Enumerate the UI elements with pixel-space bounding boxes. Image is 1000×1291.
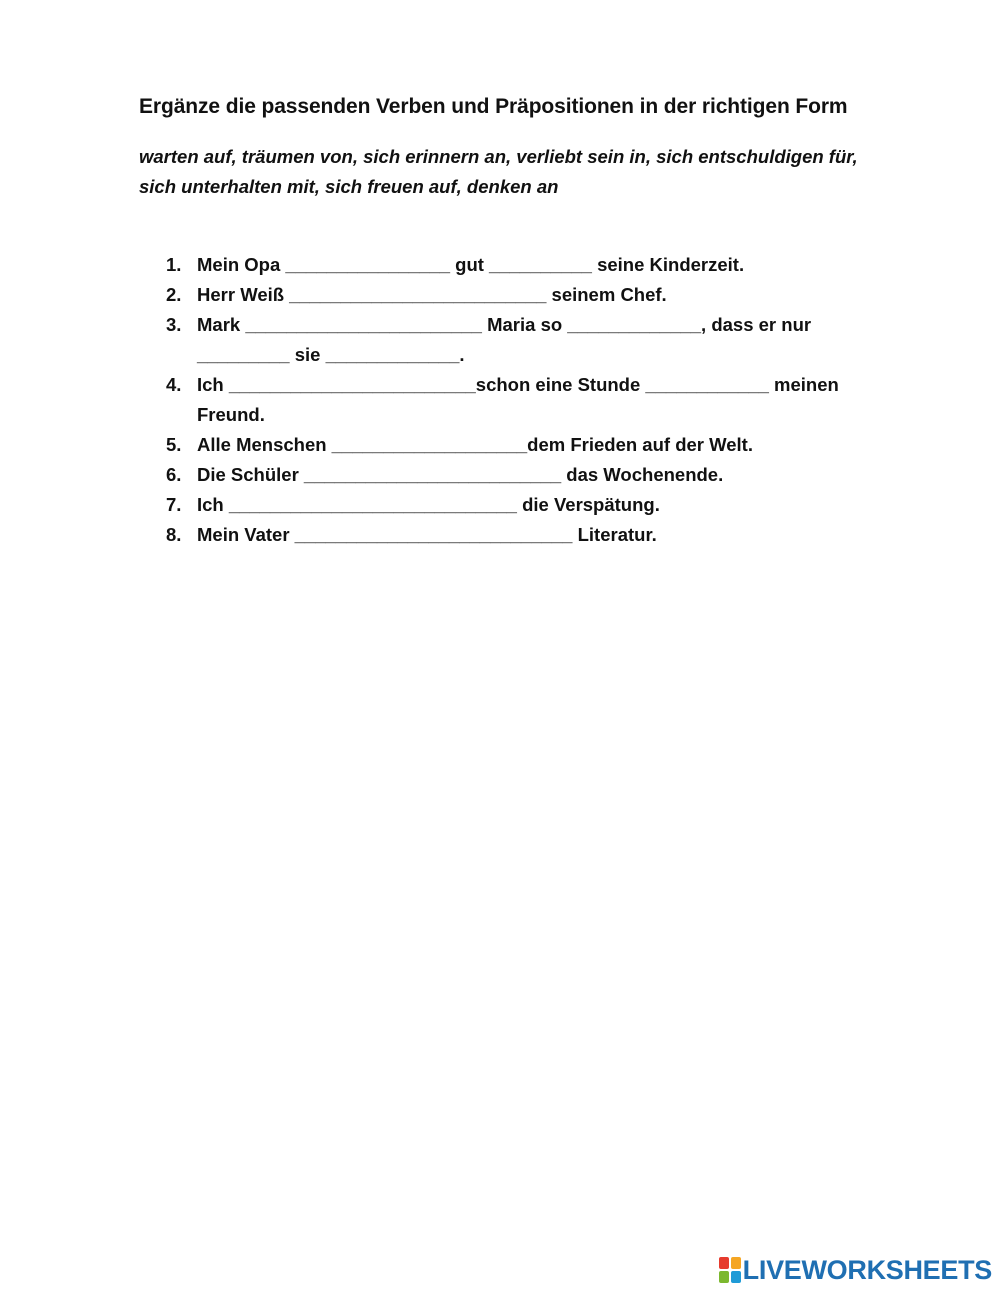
exercise-text-line: _________ sie _____________.	[197, 344, 465, 365]
exercise-item	[166, 430, 926, 460]
exercise-number: 1.	[166, 254, 182, 275]
exercise-text-line: Freund.	[197, 404, 265, 425]
exercise-number: 6.	[166, 464, 182, 485]
word-bank-line-2: sich unterhalten mit, sich freuen auf, denken an	[139, 176, 559, 197]
exercise-item	[166, 370, 926, 430]
exercise-item	[166, 460, 926, 490]
exercise-item	[166, 310, 926, 370]
word-bank	[139, 142, 939, 202]
liveworksheets-logo-text: LIVEWORKSHEETS	[742, 1254, 992, 1285]
exercise-text: Mein Vater ___________________________ Literatur.	[197, 524, 657, 545]
liveworksheets-logo[interactable]	[719, 1253, 992, 1287]
exercise-text-line: Ich ________________________schon eine Stunde ____________ meinen	[197, 374, 839, 395]
exercise-number: 4.	[166, 374, 182, 395]
exercise-number: 8.	[166, 524, 182, 545]
exercise-number: 2.	[166, 284, 182, 305]
exercise-text: Alle Menschen ___________________dem Frieden auf der Welt.	[197, 434, 753, 455]
liveworksheets-logo-icon	[719, 1257, 741, 1283]
exercise-number: 3.	[166, 314, 182, 335]
exercise-text: Herr Weiß _________________________ seinem Chef.	[197, 284, 667, 305]
exercise-text: Ich ____________________________ die Verspätung.	[197, 494, 660, 515]
exercise-text: Die Schüler _________________________ das Wochenende.	[197, 464, 724, 485]
worksheet-title: Ergänze die passenden Verben und Präpositionen in der richtigen Form	[139, 95, 848, 118]
exercise-text	[197, 310, 926, 370]
exercise-list	[166, 250, 926, 550]
exercise-text: Mein Opa ________________ gut __________ seine Kinderzeit.	[197, 254, 745, 275]
exercise-item	[166, 520, 926, 550]
exercise-item	[166, 280, 926, 310]
exercise-item	[166, 490, 926, 520]
word-bank-line-1: warten auf, träumen von, sich erinnern an, verliebt sein in, sich entschuldigen für,	[139, 146, 858, 167]
exercise-number: 7.	[166, 494, 182, 515]
exercise-number: 5.	[166, 434, 182, 455]
exercise-text-line: Mark _______________________ Maria so _____________, dass er nur	[197, 314, 812, 335]
exercise-text	[197, 370, 926, 430]
exercise-item	[166, 250, 926, 280]
